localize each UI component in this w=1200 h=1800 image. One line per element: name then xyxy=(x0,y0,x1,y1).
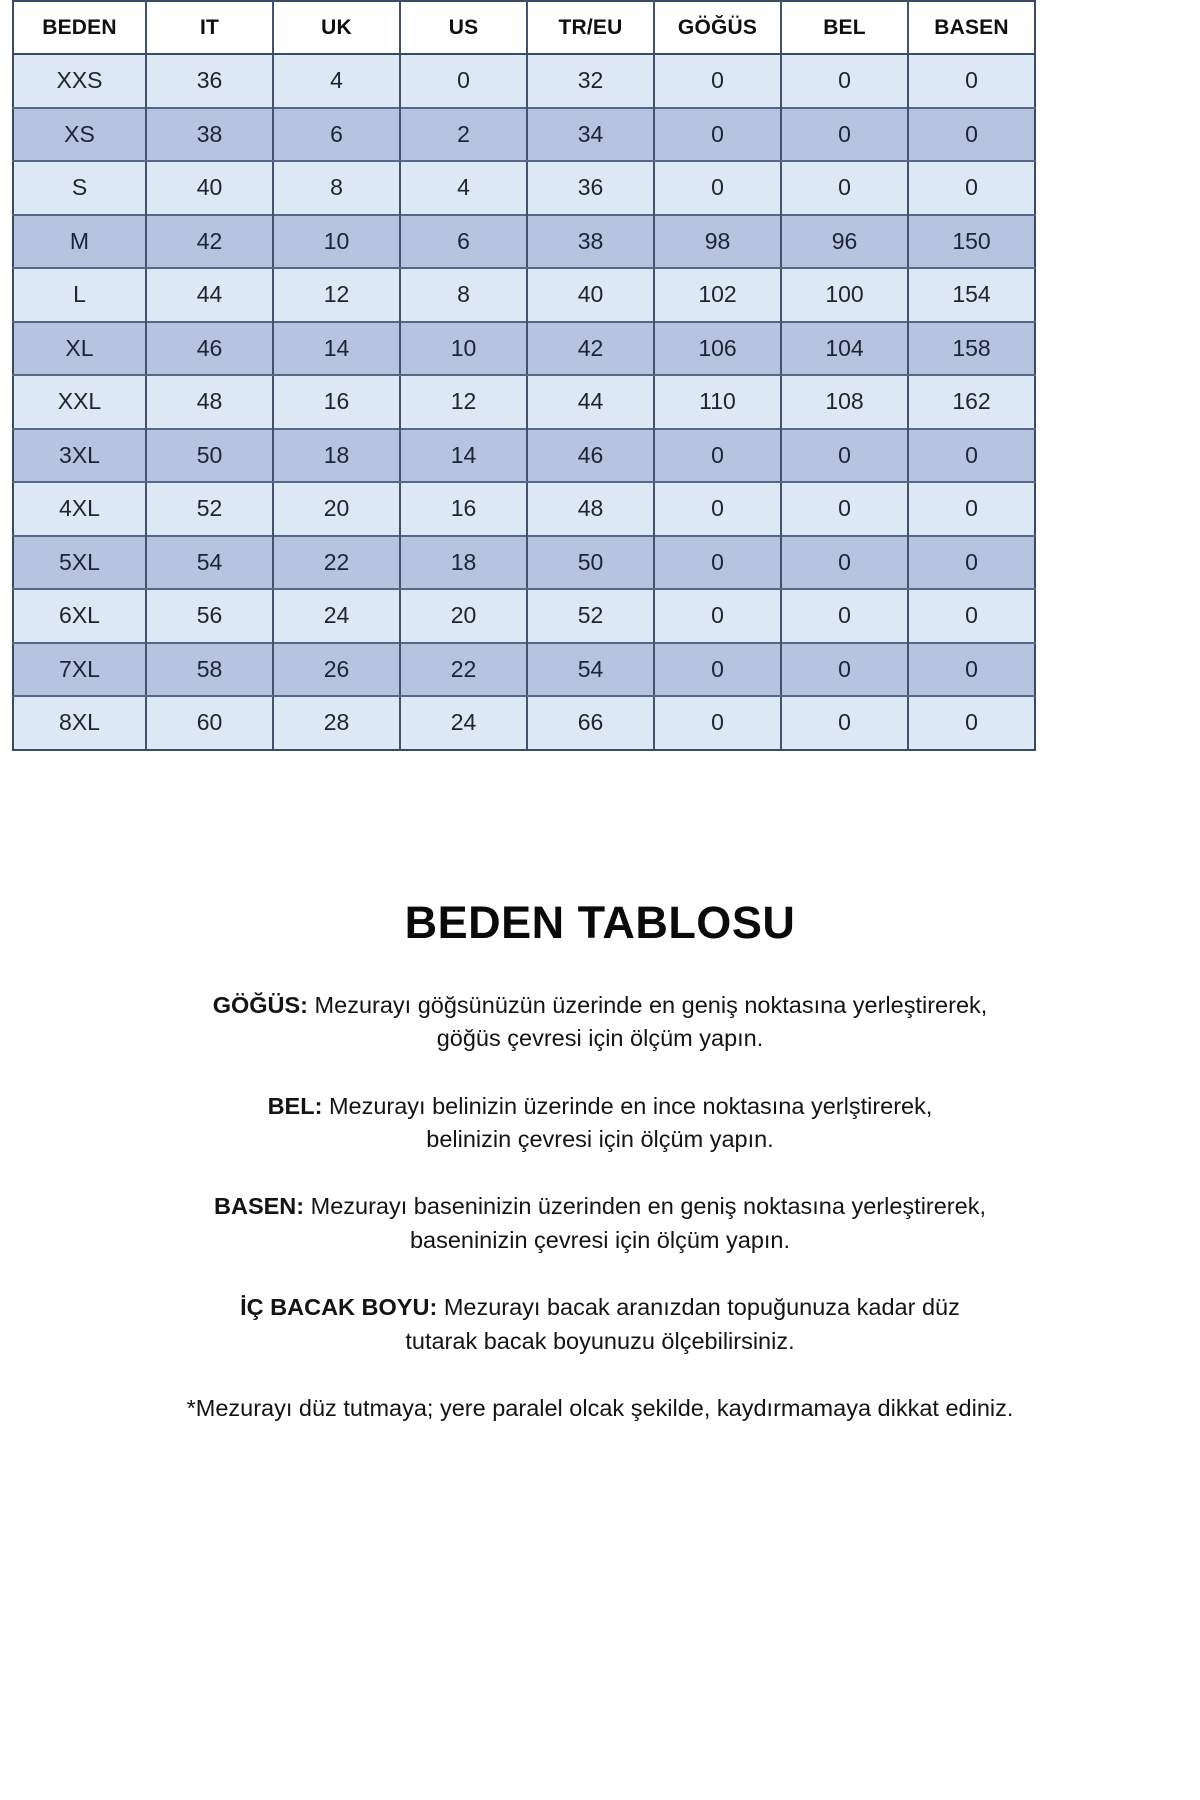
table-row xyxy=(13,375,1035,429)
size-value-cell: 0 xyxy=(781,696,908,750)
size-value-cell: 66 xyxy=(527,696,654,750)
measurement-text-line1: Mezurayı göğsünüzün üzerinde en geniş noktasına yerleştirerek, xyxy=(314,992,988,1018)
size-value-cell: 0 xyxy=(781,482,908,536)
size-value-cell: 42 xyxy=(527,322,654,376)
size-value-cell: 8 xyxy=(273,161,400,215)
size-label-cell: L xyxy=(13,268,146,322)
size-value-cell: 0 xyxy=(908,482,1035,536)
size-label-cell: M xyxy=(13,215,146,269)
column-header-bel: BEL xyxy=(781,1,908,54)
table-row xyxy=(13,536,1035,590)
measurement-note: *Mezurayı düz tutmaya; yere paralel olcak şekilde, kaydırmamaya dikkat ediniz. xyxy=(186,1394,1014,1421)
size-value-cell: 0 xyxy=(908,429,1035,483)
size-value-cell: 44 xyxy=(146,268,273,322)
size-value-cell: 36 xyxy=(146,54,273,108)
size-value-cell: 154 xyxy=(908,268,1035,322)
page-title: BEDEN TABLOSU xyxy=(404,897,796,948)
size-value-cell: 0 xyxy=(908,108,1035,162)
size-value-cell: 24 xyxy=(400,696,527,750)
size-value-cell: 98 xyxy=(654,215,781,269)
measurement-instruction xyxy=(0,989,1200,1056)
size-label-cell: XS xyxy=(13,108,146,162)
measurement-term: BEL: xyxy=(267,1092,323,1119)
measurement-text-line2: tutarak bacak boyunuzu ölçebilirsiniz. xyxy=(405,1327,795,1354)
size-value-cell: 12 xyxy=(400,375,527,429)
table-row xyxy=(13,322,1035,376)
size-label-cell: 8XL xyxy=(13,696,146,750)
table-row xyxy=(13,589,1035,643)
size-value-cell: 0 xyxy=(654,536,781,590)
size-value-cell: 52 xyxy=(527,589,654,643)
size-value-cell: 56 xyxy=(146,589,273,643)
size-chart-table-container xyxy=(12,0,1035,751)
table-row xyxy=(13,268,1035,322)
size-value-cell: 20 xyxy=(273,482,400,536)
size-label-cell: 3XL xyxy=(13,429,146,483)
size-value-cell: 52 xyxy=(146,482,273,536)
table-row xyxy=(13,108,1035,162)
measurement-term: BASEN: xyxy=(214,1193,305,1220)
measurement-text-line1: Mezurayı belinizin üzerinde en ince noktasına yerlştirerek, xyxy=(328,1092,933,1119)
size-value-cell: 110 xyxy=(654,375,781,429)
size-value-cell: 48 xyxy=(527,482,654,536)
size-value-cell: 50 xyxy=(527,536,654,590)
size-value-cell: 158 xyxy=(908,322,1035,376)
size-value-cell: 18 xyxy=(400,536,527,590)
size-value-cell: 36 xyxy=(527,161,654,215)
size-value-cell: 102 xyxy=(654,268,781,322)
size-value-cell: 0 xyxy=(781,429,908,483)
size-value-cell: 0 xyxy=(781,643,908,697)
size-value-cell: 0 xyxy=(654,54,781,108)
size-value-cell: 0 xyxy=(781,54,908,108)
size-value-cell: 16 xyxy=(273,375,400,429)
column-header-beden: BEDEN xyxy=(13,1,146,54)
size-value-cell: 96 xyxy=(781,215,908,269)
size-value-cell: 100 xyxy=(781,268,908,322)
size-value-cell: 14 xyxy=(273,322,400,376)
size-value-cell: 0 xyxy=(908,54,1035,108)
size-value-cell: 0 xyxy=(781,161,908,215)
measurement-term: GÖĞÜS: xyxy=(212,992,309,1018)
table-header xyxy=(13,1,1035,54)
size-value-cell: 0 xyxy=(781,536,908,590)
size-label-cell: 4XL xyxy=(13,482,146,536)
size-value-cell: 24 xyxy=(273,589,400,643)
measurement-text-line1: Mezurayı bacak aranızdan topuğunuza kadar düz xyxy=(443,1294,960,1321)
size-value-cell: 34 xyxy=(527,108,654,162)
size-value-cell: 20 xyxy=(400,589,527,643)
size-label-cell: 7XL xyxy=(13,643,146,697)
column-header-uk: UK xyxy=(273,1,400,54)
table-row xyxy=(13,215,1035,269)
size-value-cell: 0 xyxy=(654,429,781,483)
measurement-text-line2: baseninizin çevresi için ölçüm yapın. xyxy=(409,1226,791,1253)
size-value-cell: 0 xyxy=(654,482,781,536)
table-body xyxy=(13,54,1035,750)
size-label-cell: 5XL xyxy=(13,536,146,590)
size-value-cell: 58 xyxy=(146,643,273,697)
measurement-text-line1: Mezurayı baseninizin üzerinden en geniş noktasına yerleştirerek, xyxy=(310,1193,986,1220)
column-header-it: IT xyxy=(146,1,273,54)
size-value-cell: 46 xyxy=(527,429,654,483)
size-value-cell: 0 xyxy=(908,696,1035,750)
measurement-instructions-list xyxy=(0,989,1200,1358)
size-value-cell: 8 xyxy=(400,268,527,322)
size-label-cell: XXS xyxy=(13,54,146,108)
size-label-cell: XL xyxy=(13,322,146,376)
size-value-cell: 2 xyxy=(400,108,527,162)
size-value-cell: 0 xyxy=(908,161,1035,215)
size-value-cell: 0 xyxy=(654,696,781,750)
size-value-cell: 28 xyxy=(273,696,400,750)
column-header-basen: BASEN xyxy=(908,1,1035,54)
measurement-instruction xyxy=(0,1190,1200,1257)
size-value-cell: 4 xyxy=(400,161,527,215)
size-value-cell: 42 xyxy=(146,215,273,269)
size-value-cell: 150 xyxy=(908,215,1035,269)
table-row xyxy=(13,696,1035,750)
size-value-cell: 0 xyxy=(781,108,908,162)
size-value-cell: 32 xyxy=(527,54,654,108)
column-header-us: US xyxy=(400,1,527,54)
size-value-cell: 0 xyxy=(781,589,908,643)
size-value-cell: 26 xyxy=(273,643,400,697)
table-row xyxy=(13,54,1035,108)
size-value-cell: 38 xyxy=(146,108,273,162)
table-row xyxy=(13,482,1035,536)
size-value-cell: 106 xyxy=(654,322,781,376)
size-value-cell: 0 xyxy=(908,536,1035,590)
measurement-term: İÇ BACAK BOYU: xyxy=(240,1294,438,1321)
size-value-cell: 6 xyxy=(273,108,400,162)
size-value-cell: 22 xyxy=(400,643,527,697)
size-value-cell: 40 xyxy=(146,161,273,215)
size-value-cell: 0 xyxy=(654,643,781,697)
size-value-cell: 18 xyxy=(273,429,400,483)
measurement-instruction xyxy=(0,1291,1200,1358)
size-value-cell: 54 xyxy=(146,536,273,590)
size-value-cell: 0 xyxy=(654,161,781,215)
table-row xyxy=(13,643,1035,697)
size-value-cell: 54 xyxy=(527,643,654,697)
size-value-cell: 12 xyxy=(273,268,400,322)
table-row xyxy=(13,161,1035,215)
size-value-cell: 44 xyxy=(527,375,654,429)
size-value-cell: 14 xyxy=(400,429,527,483)
size-value-cell: 40 xyxy=(527,268,654,322)
size-value-cell: 0 xyxy=(654,108,781,162)
size-value-cell: 10 xyxy=(400,322,527,376)
measurement-text-line2: belinizin çevresi için ölçüm yapın. xyxy=(426,1126,774,1153)
size-value-cell: 104 xyxy=(781,322,908,376)
size-value-cell: 46 xyxy=(146,322,273,376)
size-value-cell: 16 xyxy=(400,482,527,536)
size-value-cell: 10 xyxy=(273,215,400,269)
size-value-cell: 4 xyxy=(273,54,400,108)
size-value-cell: 0 xyxy=(654,589,781,643)
size-value-cell: 6 xyxy=(400,215,527,269)
measurement-text-line2: göğüs çevresi için ölçüm yapın. xyxy=(436,1025,764,1052)
size-value-cell: 38 xyxy=(527,215,654,269)
size-value-cell: 162 xyxy=(908,375,1035,429)
size-chart-table xyxy=(12,0,1036,751)
size-value-cell: 108 xyxy=(781,375,908,429)
size-value-cell: 22 xyxy=(273,536,400,590)
size-label-cell: S xyxy=(13,161,146,215)
column-header-g-s: GÖĞÜS xyxy=(654,1,781,54)
column-header-tr-eu: TR/EU xyxy=(527,1,654,54)
size-label-cell: XXL xyxy=(13,375,146,429)
measurement-info-block xyxy=(0,897,1200,1425)
size-value-cell: 60 xyxy=(146,696,273,750)
measurement-instruction xyxy=(0,1090,1200,1157)
table-header-row xyxy=(13,1,1035,54)
size-value-cell: 0 xyxy=(400,54,527,108)
size-label-cell: 6XL xyxy=(13,589,146,643)
size-value-cell: 0 xyxy=(908,643,1035,697)
size-value-cell: 0 xyxy=(908,589,1035,643)
table-row xyxy=(13,429,1035,483)
size-value-cell: 50 xyxy=(146,429,273,483)
size-value-cell: 48 xyxy=(146,375,273,429)
